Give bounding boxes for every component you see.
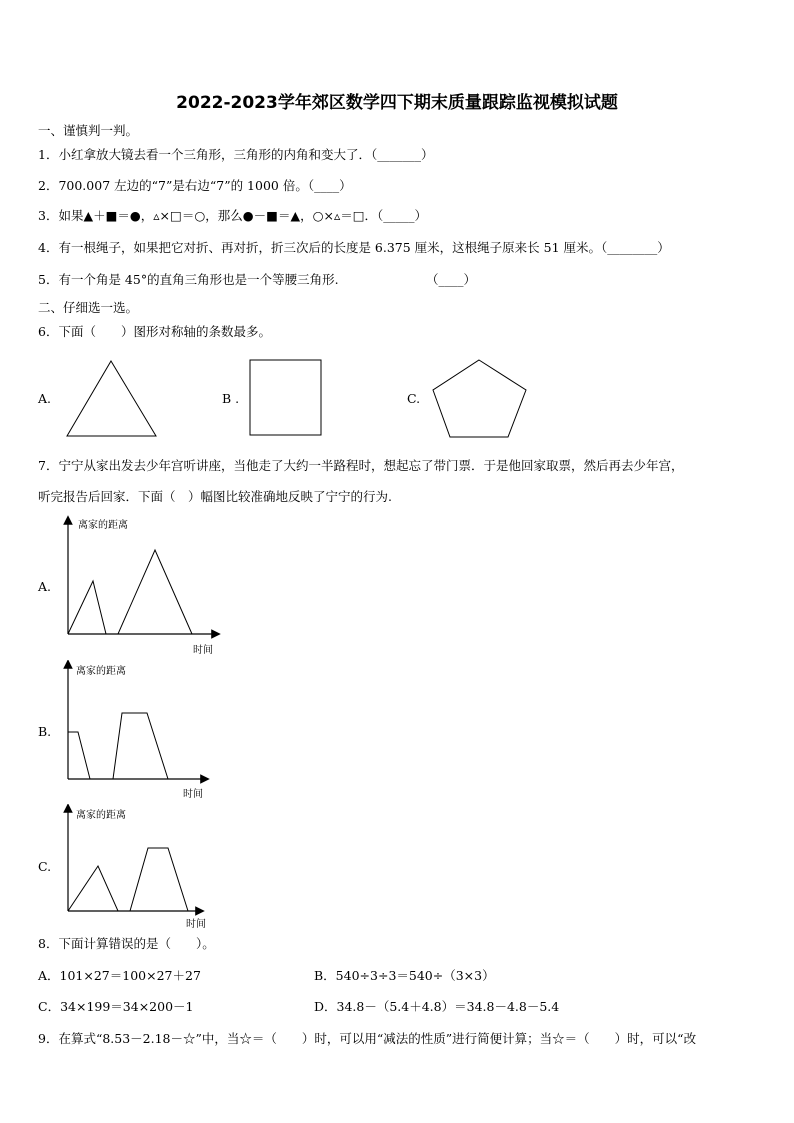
graph-c-ylabel: 离家的距离 (76, 810, 126, 821)
pentagon-shape (430, 357, 530, 441)
section-heading-choose: 二、仔细选一选。 (38, 300, 139, 315)
q6-option-b-label: B . (222, 391, 240, 406)
question-7-line-1: 7．宁宁从家出发去少年宫听讲座，当他走了大约一半路程时，想起忘了带门票．于是他回家取票，然后再去少年宫， (38, 458, 684, 473)
graph-a-ylabel: 离家的距离 (78, 520, 128, 531)
q7-option-b-label: B. (38, 724, 52, 739)
question-4: 4．有一根绳子，如果把它对折、再对折，折三次后的长度是 6.375 厘米，这根绳子原来长 51 厘米。（________） (38, 240, 670, 255)
graph-b (60, 660, 230, 802)
question-5-blank: （____） (426, 272, 477, 287)
q7-option-c-label: C. (38, 859, 52, 874)
q8-option-b: B．540÷3÷3＝540÷（3×3） (314, 968, 495, 983)
graph-c-xlabel: 时间 (186, 919, 206, 930)
question-9: 9．在算式“8.53－2.18－☆”中，当☆＝（ ）时，可以用“减法的性质”进行简便计算；当☆＝（ ）时，可以“改 (38, 1031, 697, 1046)
graph-a-path (68, 550, 192, 634)
q6-option-a-label: A. (38, 391, 52, 406)
graph-b-path (68, 713, 168, 779)
question-7-line-2: 听完报告后回家．下面（ ）幅图比较准确地反映了宁宁的行为. (38, 489, 392, 504)
graph-c-path (68, 848, 188, 911)
page-title: 2022-2023学年郊区数学四下期末质量跟踪监视模拟试题 (176, 93, 618, 113)
q8-option-c: C．34×199＝34×200－1 (38, 999, 194, 1014)
graph-a (60, 514, 230, 659)
graph-c (60, 804, 230, 932)
q7-option-a-label: A. (38, 579, 52, 594)
triangle-shape (64, 358, 160, 440)
question-6: 6．下面（ ）图形对称轴的条数最多。 (38, 324, 271, 339)
question-8: 8．下面计算错误的是（ ）。 (38, 936, 215, 951)
q8-option-d: D．34.8－（5.4＋4.8）＝34.8－4.8－5.4 (314, 999, 560, 1014)
question-5: 5．有一个角是 45°的直角三角形也是一个等腰三角形. (38, 272, 339, 287)
question-1: 1．小红拿放大镜去看一个三角形，三角形的内角和变大了．（_______） (38, 147, 434, 162)
section-heading-judge: 一、谨慎判一判。 (38, 123, 139, 138)
graph-a-xlabel: 时间 (193, 645, 213, 656)
square-shape (248, 358, 324, 438)
graph-b-ylabel: 离家的距离 (76, 666, 126, 677)
q6-option-c-label: C. (407, 391, 421, 406)
graph-b-xlabel: 时间 (183, 789, 203, 800)
q8-option-a: A．101×27＝100×27＋27 (38, 968, 201, 983)
question-3: 3．如果▲＋■＝●，▵×□＝○，那么●－■＝▲，○×▵＝□．（_____） (38, 208, 428, 223)
question-2: 2．700.007 左边的“7”是右边“7”的 1000 倍。（____） (38, 178, 352, 193)
